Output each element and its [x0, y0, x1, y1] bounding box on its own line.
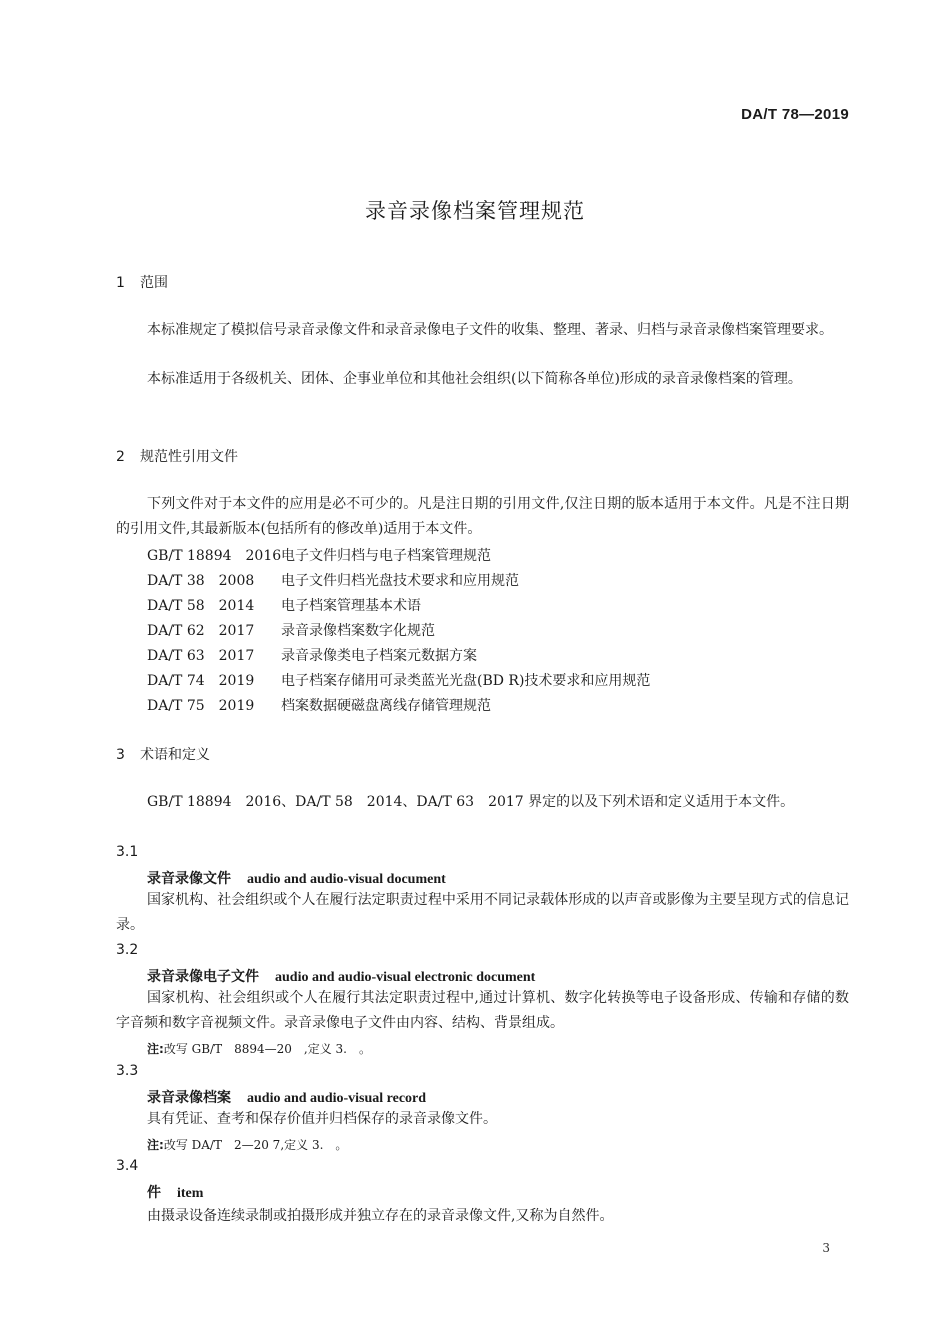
reference-code: DA/T 75 2019 [147, 698, 255, 714]
reference-title: 电子档案管理基本术语 [281, 598, 421, 614]
term-zh: 录音录像档案 [147, 1090, 231, 1106]
note-text: 改写 DA/T 2—20 7,定义 3. 。 [163, 1138, 348, 1152]
section-title: 范围 [140, 275, 168, 291]
reference-title: 电子档案存储用可录类蓝光光盘(BD R)技术要求和应用规范 [281, 673, 651, 689]
paragraph: 下列文件对于本文件的应用是必不可少的。凡是注日期的引用文件,仅注日期的版本适用于本文件。凡是不注日期的引用文件,其最新版本(包括所有的修改单)适用于本文件。 [116, 496, 849, 537]
term-definition: 具有凭证、查考和保存价值并归档保存的录音录像文件。 [147, 1111, 497, 1127]
page-number: 3 [822, 1241, 830, 1255]
note-label: 注: [147, 1042, 164, 1056]
term-heading [147, 966, 535, 986]
reference-item [147, 595, 421, 615]
term-en: audio and audio-visual document [247, 872, 446, 887]
reference-title: 电子文件归档光盘技术要求和应用规范 [281, 573, 519, 589]
term-definition: 由摄录设备连续录制或拍摄形成并独立存在的录音录像文件,又称为自然件。 [147, 1208, 614, 1224]
paragraph: 本标准适用于各级机关、团体、企事业单位和其他社会组织(以下简称各单位)形成的录音录像档案的管理。 [147, 371, 802, 387]
reference-item [147, 545, 491, 565]
term-zh: 件 [147, 1185, 161, 1201]
clause-number: 3.1 [116, 844, 139, 860]
clause-number: 3.4 [116, 1158, 139, 1174]
section-number: 3 [116, 747, 125, 763]
reference-item [147, 645, 477, 665]
reference-code: DA/T 62 2017 [147, 623, 255, 639]
reference-code: DA/T 58 2014 [147, 598, 255, 614]
paragraph: 本标准规定了模拟信号录音录像文件和录音录像电子文件的收集、整理、著录、归档与录音录像档案管理要求。 [147, 322, 833, 338]
section-number: 2 [116, 449, 125, 465]
term-definition: 国家机构、社会组织或个人在履行法定职责过程中采用不同记录载体形成的以声音或影像为主要呈现方式的信息记录。 [116, 892, 849, 933]
clause-number: 3.3 [116, 1063, 139, 1079]
term-note [147, 1040, 371, 1057]
reference-title: 电子文件归档与电子档案管理规范 [281, 548, 491, 564]
term-en: audio and audio-visual record [247, 1091, 427, 1106]
reference-item [147, 620, 435, 640]
note-label: 注: [147, 1138, 164, 1152]
term-heading [147, 868, 446, 888]
section-1-heading [116, 272, 168, 292]
reference-title: 录音录像档案数字化规范 [281, 623, 435, 639]
term-heading [147, 1182, 203, 1202]
reference-code: DA/T 63 2017 [147, 648, 255, 664]
term-note [147, 1136, 347, 1153]
reference-item [147, 570, 519, 590]
reference-item [147, 670, 650, 690]
term-zh: 录音录像文件 [147, 871, 231, 887]
reference-code: DA/T 74 2019 [147, 673, 255, 689]
term-heading [147, 1087, 426, 1107]
reference-title: 档案数据硬磁盘离线存储管理规范 [281, 698, 491, 714]
term-definition: 国家机构、社会组织或个人在履行其法定职责过程中,通过计算机、数字化转换等电子设备形成、传输和存储的数字音频和数字音视频文件。录音录像电子文件由内容、结构、背景组成。 [116, 990, 849, 1031]
section-title: 规范性引用文件 [140, 449, 238, 465]
section-number: 1 [116, 275, 125, 291]
section-title: 术语和定义 [140, 747, 210, 763]
document-title: 录音录像档案管理规范 [365, 199, 585, 223]
section-3-heading [116, 744, 210, 764]
section-2-heading [116, 446, 238, 466]
paragraph: GB/T 18894 2016、DA/T 58 2014、DA/T 63 2017 界定的以及下列术语和定义适用于本文件。 [147, 794, 795, 810]
term-en: audio and audio-visual electronic document [275, 970, 536, 985]
reference-code: GB/T 18894 2016 [147, 548, 282, 564]
reference-title: 录音录像类电子档案元数据方案 [281, 648, 477, 664]
reference-item [147, 695, 491, 715]
reference-code: DA/T 38 2008 [147, 573, 255, 589]
standard-code: DA/T 78—2019 [741, 106, 849, 123]
clause-number: 3.2 [116, 942, 139, 958]
note-text: 改写 GB/T 8894—20 ,定义 3. 。 [163, 1042, 371, 1056]
term-zh: 录音录像电子文件 [147, 969, 259, 985]
term-en: item [177, 1186, 204, 1201]
